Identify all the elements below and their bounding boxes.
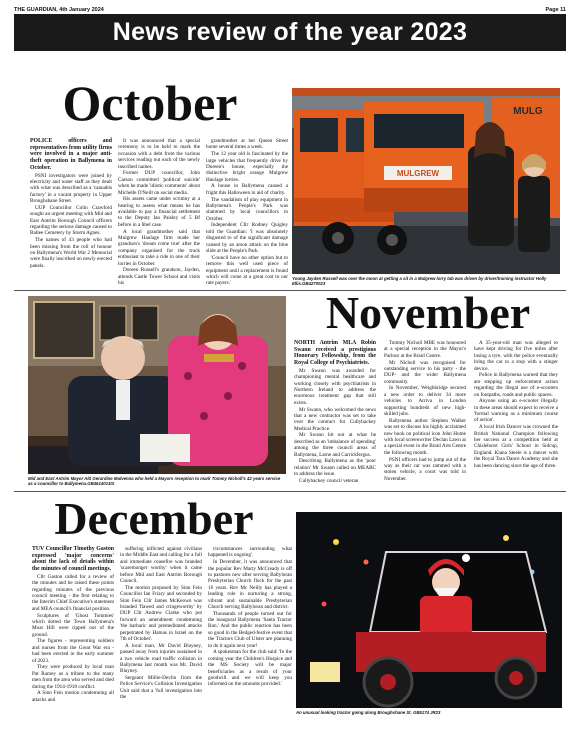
- svg-text:MULG: MULG: [513, 106, 543, 117]
- november-column-2: [384, 340, 466, 488]
- paragraph: The figures - representing soldiers and nurses from the Great War era - had been erected in the early summer of 2023.: [32, 638, 114, 664]
- paragraph: Sculptures of 'Ghost Tommies' which dotted the Town Ballymena's Moat Hill were ripped out of the ground.: [32, 612, 114, 638]
- paragraph: In November, Weighbridge secured a new order to deliver 34 more vehicles to Arriva in London supporting hundreds of new high-skilled jobs.: [384, 385, 466, 418]
- paragraph: A spokesman for the club said: 'In the coming year the Children's Hospice and the MS Society will be major beneficiaries as a result of your goodwill and we will keep you informed on the amounts provided.': [208, 649, 292, 688]
- tractor-illustration: [296, 512, 562, 708]
- paragraph: It was announced that a special ceremony is to be held to mark the occasion with a debt from the various services reading out each of the newly inscribed names.: [118, 138, 200, 170]
- paragraph: PSNI officers had to jump out of the way as their car was rammed with a stolen vehicle, a court was told in November.: [384, 456, 466, 482]
- november-photo-reception: [28, 296, 286, 474]
- october-photo-caption: Young Jayden Russell was over the moon at getting a sit in a Mulgrew lorry tab was driven by driver/training instructor Holly Ellis.GB4270023: [292, 276, 547, 286]
- lorry-brand-text: MULGREW: [396, 169, 440, 178]
- paragraph: Cllr Gaston called for a review of the minutes and he raised these points regarding minutes of the previous council meeting - the first relating to the Interim Chief Executive's statement and MEA council's financial position.: [32, 573, 114, 612]
- paragraph: Doreen Russell's grandson, Jayden, attends Castle Tower School and visits his: [118, 267, 200, 287]
- paragraph: A 35-year-old man was alleged to have kept driving for five miles after losing a tyre, with the police eventually bring the car to a stop with a stinger device.: [474, 340, 558, 372]
- paragraph: They were produced by local man Pat Ramey as a tribute to the many men from the area who served and died during the 1914-1918 conflict.: [32, 664, 114, 690]
- december-column-1: [32, 546, 114, 716]
- paragraph: UUP Councillor Colin Crawford sought an urgent meeting with Mid and East Antrim Borough Council officers regarding the serious damage caused to Ballee Cemetery by Storm Agnes.: [30, 204, 112, 237]
- page-banner: [14, 14, 566, 51]
- paragraph: The motion proposed by Sinn Fein Councillor Ian Friary and seconded by Sinn Fein Cllr James McKeown was branded 'flawed and cringeworthy' by DUP Cllr Andrew Clarke who put forward an amendment condemning 'the barbaric and premeditated attacks perpetrated by Hamas in Israel on the 7th of October'.: [120, 584, 202, 642]
- december-photo-caption: An unusual looking tractor going along Broughshane St. GB5174 JR23: [296, 710, 441, 715]
- november-lead: NORTH Antrim MLA Robin Swann received a prestigious Honorary Fellowship, from the Royal College of Psychiatrists.: [294, 340, 376, 367]
- paragraph: His assets came under scrutiny at a hearing to assess what means he has available to pay a financial settlement to the Deputy Ian Paisley of 5 Bf before in a libel case.: [118, 196, 200, 228]
- october-heading: October: [62, 75, 238, 131]
- lorry-illustration: [292, 88, 560, 274]
- december-column-3: [208, 546, 292, 716]
- paragraph: PSNI investigators were joined by electricity and water staff as they dealt with what was described as a 'cannabis factory' in a vacant property in Upper Broughshane Street.: [30, 172, 112, 205]
- paragraph: Cullybackey council veteran: [299, 477, 359, 484]
- paragraph: The 12 year old is fascinated by the large vehicles that frequently drive by Doreen's house, especially the distinctive bright orange Mulgrew Haulage lorries.: [206, 151, 288, 183]
- paragraph: Mr Nicholl was recognised for outstanding service to his party - the DUP- and the wider Ballymena community.: [384, 359, 466, 385]
- paragraph: Sergeant Millie-Devlin from the Police Service's Collision Investigation Unit said that a 'full investigation into the: [120, 675, 202, 701]
- paragraph: Describing Ballymena as the 'poor relation' Mr Swann called on MEABC to address the issue.: [294, 458, 376, 478]
- november-heading: November: [325, 287, 531, 338]
- october-photo-lorries: [292, 88, 560, 274]
- november-column-3: [474, 340, 558, 488]
- november-column-1: [294, 340, 376, 488]
- paragraph: A house in Ballymena caused a fright this Halloween in aid of charity.: [206, 183, 288, 196]
- december-heading: December: [54, 493, 254, 544]
- october-lead: POLICE officers and representatives from utility firms were involved in a major anti-theft operation in Ballymena in October.: [30, 138, 112, 171]
- paragraph: Ballymena author Stephen Walker was set to discuss his highly acclaimed new book on political icon John Hume with local screenwriter Declan Lawn at a special event in the Braid Arts Centre the following month.: [384, 417, 466, 456]
- paragraph: A Sinn Fein motion condemning all attacks and: [32, 690, 114, 703]
- paragraph: Former DUP councillor, John Carson committed 'political suicide' when he made 'idiotic comments' about Michelle O'Neill on social media.: [118, 170, 200, 196]
- masthead-paper-date: THE GUARDIAN, 4th January 2024: [14, 7, 104, 13]
- october-column-1: [30, 138, 112, 278]
- masthead-page-number: Page 11: [545, 7, 566, 13]
- paragraph: suffering inflicted against civilians in the Middle East and calling for a full and immediate ceasefire was branded 'scaremonger worthy' when it came before Mid and East Antrim Borough Council.: [120, 546, 202, 585]
- paragraph: grandmother at her Queen Street home several times a week.: [206, 138, 288, 151]
- section-divider: [14, 491, 566, 492]
- october-column-3: [206, 138, 288, 287]
- paragraph: Mr Swann hit out at what he described as an 'imbalance of spending' among the three council areas of Ballymena, Larne and Carrickfergus.: [294, 432, 376, 458]
- reception-illustration: [28, 296, 286, 474]
- paragraph: The names of 43 people who had been missing from the roll of honour on Ballymena's World War 2 Memorial were finally inscribed on newly erected panels.: [30, 237, 112, 269]
- paragraph: Tommy Nicholl MBE was honoured at a special reception in the Mayor's Parlour at the Braid Centre.: [384, 340, 466, 359]
- paragraph: A local man, Mr David Blayney, passed away from injuries sustained in a two vehicle road traffic collision in Ballymena last month was Mr. David Blayney.: [120, 642, 202, 675]
- paragraph: 'Council have no other option but to remove this well used piece of equipment until a replacement is found which will come at a great cost to our rate payers.': [206, 254, 288, 287]
- paragraph: A local Irish Dancer was crowned the British National Champion following her success at a competition held at Chislehurst Girls' School in Sidcup, England. Kiana Steele is a dancer with the Royal Tara Dance Academy and she has been dancing since the age of three.: [474, 424, 558, 469]
- paragraph: A local grandmother said that Mulgrew Haulage firm made her grandson's 'dream come true' after the company organised for the truck enthusiast to take a ride in one of their lorries in October.: [118, 228, 200, 267]
- december-photo-tractor: [296, 512, 562, 708]
- paragraph: Thousands of people turned out for the inaugural Ballymena 'Santa Tractor Run.' And the public reaction has been so good in the Bedged-festive event that the Tractors Club of Ulster are planning to do it again next year!: [208, 610, 292, 649]
- paragraph: Anyone using an e-scooter illegally in these areas should expect to receive a 'formal warning as a minimum course of action'.: [474, 398, 558, 424]
- december-lead: TUV Councillor Timothy Gaston expressed 'major concerns' about the lack of details within the minutes of council meetings.: [32, 546, 114, 573]
- paragraph: The vandalism of play equipment in Ballymena's People's Park was slammed by local councillors in October.: [206, 196, 288, 222]
- december-column-2: [120, 546, 202, 716]
- november-photo-caption: Mid and East Antrim Mayor Ald Gerardine Mulvenna who held a Mayors reception to mark Tommy Nicholl's 42 years service as a councillor to Ballymena.GB4614013IX: [28, 476, 281, 486]
- october-column-2: [118, 138, 200, 287]
- paragraph: Police in Ballymena warned that they are stepping up enforcement action regarding the illegal use of e-scooters on footpaths, roads and public spaces.: [474, 372, 558, 398]
- banner-title: News review of the year 2023: [112, 18, 468, 46]
- paragraph: Independent Cllr Rodney Quigley told the Guardian: 'I was absolutely disgusted to of the significant damage caused by an arson attack on the blue slide at the People's Park.: [206, 222, 288, 255]
- paragraph: circumstances surrounding what happened is ongoing'.: [208, 546, 292, 559]
- paragraph: Mr Swann was awarded for championing mental healthcare and working closely with psychiatrists in Northern Ireland to address the enormous treatment gap that still exists.: [294, 367, 376, 406]
- paragraph: Mr Swann, who welcomed the news that a new contractor was set to take over the contract for Cullybackey Medical Practice.: [294, 406, 376, 432]
- paragraph: In December, it was announced that the popular Rev Marty McCready is off to pastures new after serving Ballyloran Presbyterian Church flock for the past 16 years. Rev Mc Neilly has played a leading role in nurturing a strong, vibrant and sustainable Presbyterian Church serving Ballyloran and district.: [208, 559, 292, 610]
